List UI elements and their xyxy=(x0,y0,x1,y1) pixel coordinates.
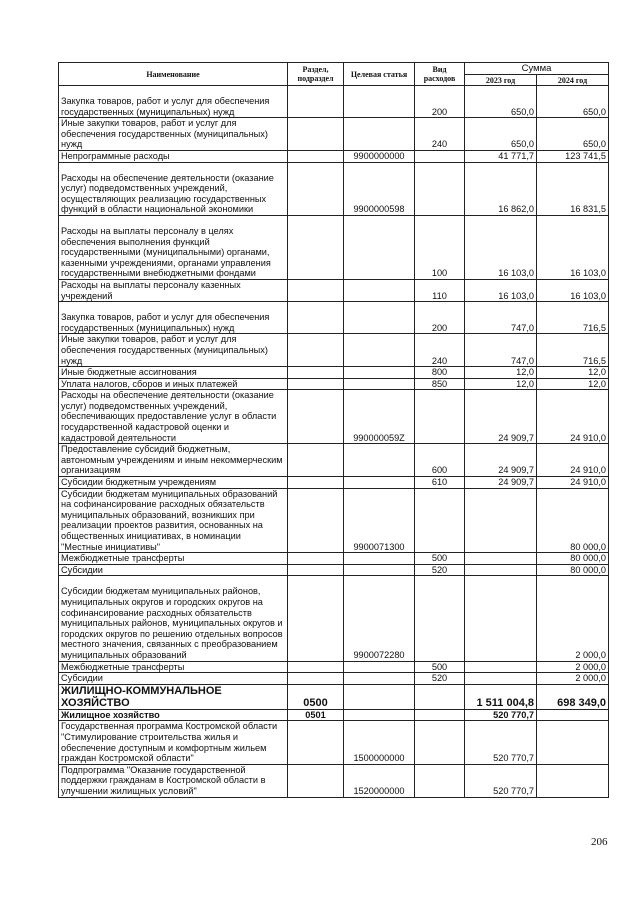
row-name: Межбюджетные трансферты xyxy=(59,553,288,565)
table-row xyxy=(59,488,609,553)
row-name: Предоставление субсидий бюджетным, автономным учреждениям и иным некоммерческим организациям xyxy=(59,444,288,477)
row-expense-kind: 500 xyxy=(415,661,465,673)
row-expense-kind xyxy=(415,390,465,444)
header-2024: 2024 год xyxy=(537,75,609,86)
row-target-article: 990000059Z xyxy=(344,390,415,444)
row-target-article xyxy=(344,709,415,721)
row-expense-kind xyxy=(415,576,465,661)
row-sum-2024 xyxy=(537,764,609,797)
row-target-article: 1520000000 xyxy=(344,764,415,797)
row-section xyxy=(288,721,344,764)
row-sum-2024: 716,5 xyxy=(537,334,609,367)
table-row xyxy=(59,721,609,764)
row-expense-kind: 200 xyxy=(415,302,465,334)
row-sum-2023: 16 103,0 xyxy=(465,215,537,279)
row-name: Расходы на обеспечение деятельности (оказание услуг) подведомственных учреждений, осуществляющих реализацию государственных функций в области национальной экономики xyxy=(59,162,288,215)
row-sum-2024: 698 349,0 xyxy=(537,684,609,709)
row-name: Расходы на выплаты персоналу в целях обеспечения выполнения функций государственными (муниципальными) органами, казенными учреждениями, органами управления государственными внебюджетными фондами xyxy=(59,215,288,279)
table-row xyxy=(59,684,609,709)
row-expense-kind xyxy=(415,488,465,553)
row-target-article xyxy=(344,477,415,489)
header-2023: 2023 год xyxy=(465,75,537,86)
row-sum-2024: 12,0 xyxy=(537,378,609,390)
header-target: Целевая статья xyxy=(344,63,415,86)
row-name: Субсидии xyxy=(59,673,288,685)
row-target-article xyxy=(344,661,415,673)
row-sum-2023: 747,0 xyxy=(465,302,537,334)
row-target-article: 9900072280 xyxy=(344,576,415,661)
row-name: Субсидии бюджетам муниципальных районов, муниципальных округов и городских округов на софинансирование расходных обязательств муниципальных районов, муниципальных округов и городских округов по решению отдельных вопросов местного значения, связанных с преобразованием муниципальных образований xyxy=(59,576,288,661)
row-target-article: 9900071300 xyxy=(344,488,415,553)
table-row xyxy=(59,576,609,661)
row-sum-2023 xyxy=(465,673,537,685)
row-sum-2023 xyxy=(465,576,537,661)
row-sum-2024: 80 000,0 xyxy=(537,488,609,553)
row-sum-2024: 24 910,0 xyxy=(537,477,609,489)
row-sum-2024: 716,5 xyxy=(537,302,609,334)
header-kind: Вид расходов xyxy=(415,63,465,86)
table-header xyxy=(59,63,609,86)
row-section xyxy=(288,477,344,489)
row-sum-2024: 123 741,5 xyxy=(537,150,609,162)
row-sum-2024: 24 910,0 xyxy=(537,390,609,444)
row-expense-kind: 500 xyxy=(415,553,465,565)
row-section xyxy=(288,576,344,661)
row-section xyxy=(288,118,344,151)
row-sum-2023 xyxy=(465,564,537,576)
table-row xyxy=(59,477,609,489)
row-sum-2024: 16 831,5 xyxy=(537,162,609,215)
row-sum-2024: 12,0 xyxy=(537,367,609,379)
row-expense-kind: 240 xyxy=(415,334,465,367)
row-expense-kind: 520 xyxy=(415,564,465,576)
row-section xyxy=(288,378,344,390)
row-expense-kind xyxy=(415,709,465,721)
row-name: Субсидии бюджетам муниципальных образований на софинансирование расходных обязательств муниципальных образований, возникших при реализации проектов развития, основанных на общественных инициативах, в номинации "Местные инициативы" xyxy=(59,488,288,553)
row-sum-2023: 520 770,7 xyxy=(465,721,537,764)
row-sum-2023: 24 909,7 xyxy=(465,390,537,444)
row-sum-2023: 12,0 xyxy=(465,378,537,390)
row-expense-kind: 200 xyxy=(415,86,465,118)
row-target-article xyxy=(344,118,415,151)
row-name: Непрограммные расходы xyxy=(59,150,288,162)
row-target-article: 9900000598 xyxy=(344,162,415,215)
row-section xyxy=(288,302,344,334)
table-row xyxy=(59,367,609,379)
row-section xyxy=(288,367,344,379)
row-sum-2024: 2 000,0 xyxy=(537,673,609,685)
row-name: ЖИЛИЩНО-КОММУНАЛЬНОЕ ХОЗЯЙСТВО xyxy=(59,684,288,709)
table-row xyxy=(59,118,609,151)
row-name: Иные бюджетные ассигнования xyxy=(59,367,288,379)
table-row xyxy=(59,279,609,301)
table-row xyxy=(59,390,609,444)
row-target-article xyxy=(344,279,415,301)
row-sum-2023: 520 770,7 xyxy=(465,764,537,797)
row-target-article xyxy=(344,444,415,477)
table-row xyxy=(59,86,609,118)
row-expense-kind xyxy=(415,684,465,709)
row-sum-2024: 24 910,0 xyxy=(537,444,609,477)
page-number: 206 xyxy=(591,836,608,848)
row-name: Иные закупки товаров, работ и услуг для обеспечения государственных (муниципальных) нужд xyxy=(59,118,288,151)
table-row xyxy=(59,709,609,721)
row-expense-kind: 110 xyxy=(415,279,465,301)
table-row xyxy=(59,378,609,390)
row-expense-kind xyxy=(415,162,465,215)
row-target-article xyxy=(344,564,415,576)
row-target-article: 1500000000 xyxy=(344,721,415,764)
row-sum-2023: 24 909,7 xyxy=(465,444,537,477)
row-target-article xyxy=(344,215,415,279)
row-section xyxy=(288,553,344,565)
row-sum-2024: 650,0 xyxy=(537,118,609,151)
row-sum-2024 xyxy=(537,709,609,721)
row-sum-2023 xyxy=(465,661,537,673)
row-sum-2023 xyxy=(465,488,537,553)
table-row xyxy=(59,302,609,334)
row-expense-kind: 850 xyxy=(415,378,465,390)
row-name: Закупка товаров, работ и услуг для обеспечения государственных (муниципальных) нужд xyxy=(59,302,288,334)
row-sum-2024: 16 103,0 xyxy=(537,215,609,279)
budget-table xyxy=(58,62,609,798)
row-target-article xyxy=(344,367,415,379)
table-row xyxy=(59,564,609,576)
table-row xyxy=(59,444,609,477)
row-expense-kind: 800 xyxy=(415,367,465,379)
row-expense-kind: 520 xyxy=(415,673,465,685)
row-name: Подпрограмма "Оказание государственной поддержки гражданам в Костромской области в улучшении жилищных условий" xyxy=(59,764,288,797)
row-sum-2023: 12,0 xyxy=(465,367,537,379)
row-section: 0500 xyxy=(288,684,344,709)
row-sum-2024: 80 000,0 xyxy=(537,564,609,576)
row-section xyxy=(288,673,344,685)
header-sum: Сумма xyxy=(465,63,609,75)
row-section xyxy=(288,86,344,118)
row-section xyxy=(288,661,344,673)
row-target-article xyxy=(344,378,415,390)
table-row xyxy=(59,673,609,685)
table-body xyxy=(59,86,609,798)
row-sum-2023: 1 511 004,8 xyxy=(465,684,537,709)
row-expense-kind: 610 xyxy=(415,477,465,489)
row-name: Межбюджетные трансферты xyxy=(59,661,288,673)
row-name: Жилищное хозяйство xyxy=(59,709,288,721)
row-section xyxy=(288,764,344,797)
row-section xyxy=(288,279,344,301)
row-target-article xyxy=(344,334,415,367)
row-section xyxy=(288,390,344,444)
row-target-article xyxy=(344,86,415,118)
row-section xyxy=(288,444,344,477)
row-target-article xyxy=(344,673,415,685)
row-name: Расходы на обеспечение деятельности (оказание услуг) подведомственных учреждений, обеспечивающих предоставление услуг в области государственной кадастровой оценки и кадастровой деятельности xyxy=(59,390,288,444)
row-sum-2023: 747,0 xyxy=(465,334,537,367)
header-section: Раздел, подраздел xyxy=(288,63,344,86)
row-name: Закупка товаров, работ и услуг для обеспечения государственных (муниципальных) нужд xyxy=(59,86,288,118)
row-sum-2023: 16 103,0 xyxy=(465,279,537,301)
header-name: Наименование xyxy=(59,63,288,86)
table-row xyxy=(59,661,609,673)
row-name: Иные закупки товаров, работ и услуг для обеспечения государственных (муниципальных) нужд xyxy=(59,334,288,367)
row-sum-2024: 650,0 xyxy=(537,86,609,118)
row-sum-2024: 2 000,0 xyxy=(537,661,609,673)
row-section xyxy=(288,162,344,215)
row-sum-2023: 520 770,7 xyxy=(465,709,537,721)
row-expense-kind: 600 xyxy=(415,444,465,477)
row-section xyxy=(288,150,344,162)
row-section xyxy=(288,488,344,553)
row-name: Государственная программа Костромской области "Стимулирование строительства жилья и обеспечение доступным и комфортным жильем граждан Костромской области" xyxy=(59,721,288,764)
row-sum-2023: 41 771,7 xyxy=(465,150,537,162)
row-expense-kind xyxy=(415,721,465,764)
row-sum-2024: 80 000,0 xyxy=(537,553,609,565)
row-section xyxy=(288,215,344,279)
row-sum-2024 xyxy=(537,721,609,764)
row-sum-2023: 24 909,7 xyxy=(465,477,537,489)
row-target-article xyxy=(344,302,415,334)
row-target-article xyxy=(344,684,415,709)
row-name: Уплата налогов, сборов и иных платежей xyxy=(59,378,288,390)
row-expense-kind: 100 xyxy=(415,215,465,279)
row-sum-2024: 2 000,0 xyxy=(537,576,609,661)
row-sum-2023 xyxy=(465,553,537,565)
table-row xyxy=(59,334,609,367)
row-expense-kind xyxy=(415,764,465,797)
table-row xyxy=(59,215,609,279)
row-expense-kind xyxy=(415,150,465,162)
row-sum-2023: 650,0 xyxy=(465,86,537,118)
row-name: Субсидии бюджетным учреждениям xyxy=(59,477,288,489)
row-target-article: 9900000000 xyxy=(344,150,415,162)
row-sum-2023: 16 862,0 xyxy=(465,162,537,215)
row-sum-2023: 650,0 xyxy=(465,118,537,151)
row-target-article xyxy=(344,553,415,565)
table-row xyxy=(59,150,609,162)
table-row xyxy=(59,553,609,565)
row-sum-2024: 16 103,0 xyxy=(537,279,609,301)
row-section xyxy=(288,564,344,576)
row-section xyxy=(288,334,344,367)
row-name: Расходы на выплаты персоналу казенных учреждений xyxy=(59,279,288,301)
row-name: Субсидии xyxy=(59,564,288,576)
table-row xyxy=(59,162,609,215)
row-section: 0501 xyxy=(288,709,344,721)
row-expense-kind: 240 xyxy=(415,118,465,151)
table-row xyxy=(59,764,609,797)
